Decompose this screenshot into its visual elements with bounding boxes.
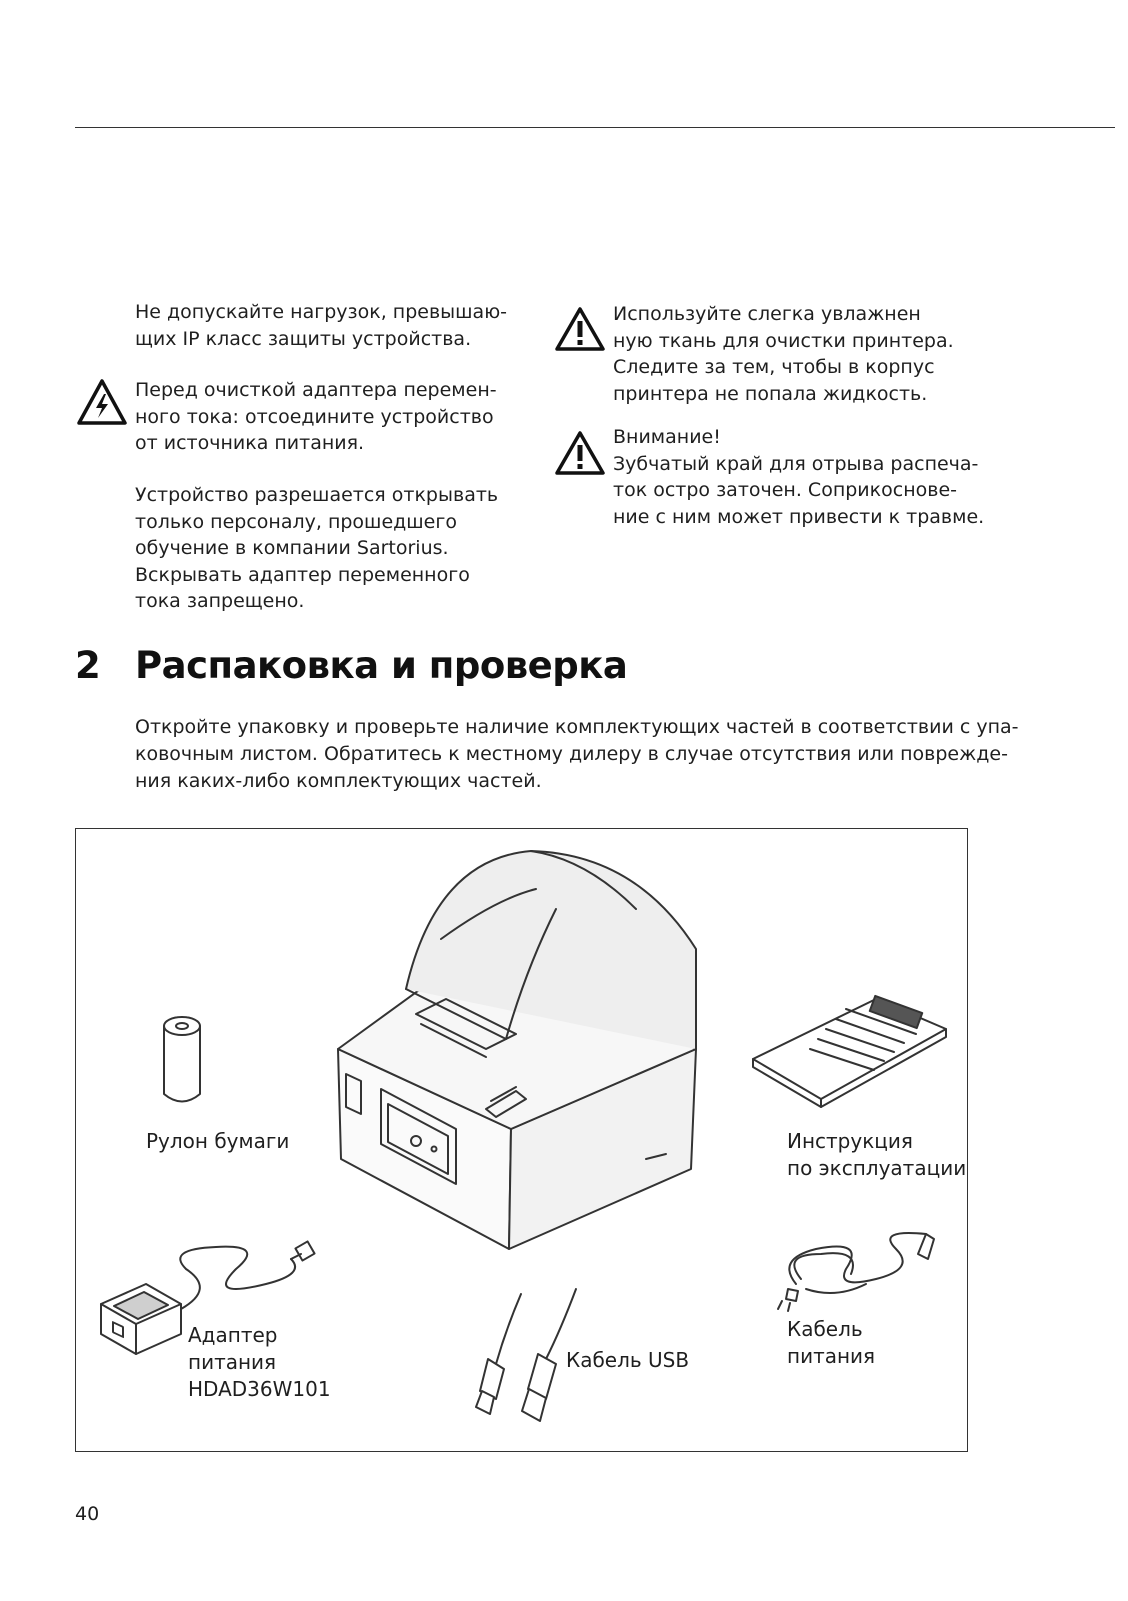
power-cable-image (778, 1233, 934, 1311)
section-heading (75, 644, 627, 687)
warning-tear-edge: Внимание! Зубчатый край для отрыва распеча- ток остро заточен. Соприкоснове- ние с ним может привести к травме. (613, 426, 985, 528)
warning-disconnect: Перед очисткой адаптера перемен- ного тока: отсоедините устройство от источника питания. (135, 379, 497, 454)
section-intro: Откройте упаковку и проверьте наличие комплектующих частей в соответствии с упа- ковочным листом. Обратитесь к местному дилеру в случае отсутствия или поврежде- ния каких-либо комплектующих частей. (135, 716, 1019, 792)
warning-open-device: Устройство разрешается открывать только персоналу, прошедшего обучение в компании Sartorius. Вскрывать адаптер переменного тока запрещено. (135, 484, 499, 612)
label-power-cable: Кабель питания (787, 1317, 876, 1368)
paper-roll-image (164, 1017, 200, 1102)
high-voltage-warning-icon (76, 378, 128, 426)
page-number: 40 (75, 1503, 100, 1525)
warning-cleaning: Используйте слегка увлажнен ную ткань для очистки принтера. Следите за тем, чтобы в корпус принтера не попала жидкость. (613, 303, 954, 405)
exclamation-warning-icon (554, 306, 606, 352)
usb-cable-image (476, 1289, 576, 1421)
label-manual: Инструкция по эксплуатации (787, 1129, 967, 1180)
header-rule (75, 127, 1115, 128)
section-title: Распаковка и проверка (135, 644, 628, 687)
label-usb-cable: Кабель USB (566, 1348, 690, 1372)
package-contents-figure (75, 828, 968, 1452)
label-paper-roll: Рулон бумаги (146, 1129, 290, 1153)
warning-ip-class: Не допускайте нагрузок, превышаю- щих IP класс защиты устройства. (135, 301, 508, 350)
exclamation-warning-icon (554, 430, 606, 476)
manual-image (753, 996, 946, 1107)
printer-image (338, 851, 696, 1249)
section-number: 2 (75, 644, 101, 687)
label-adapter: Адаптер питания HDAD36W101 (188, 1323, 331, 1401)
